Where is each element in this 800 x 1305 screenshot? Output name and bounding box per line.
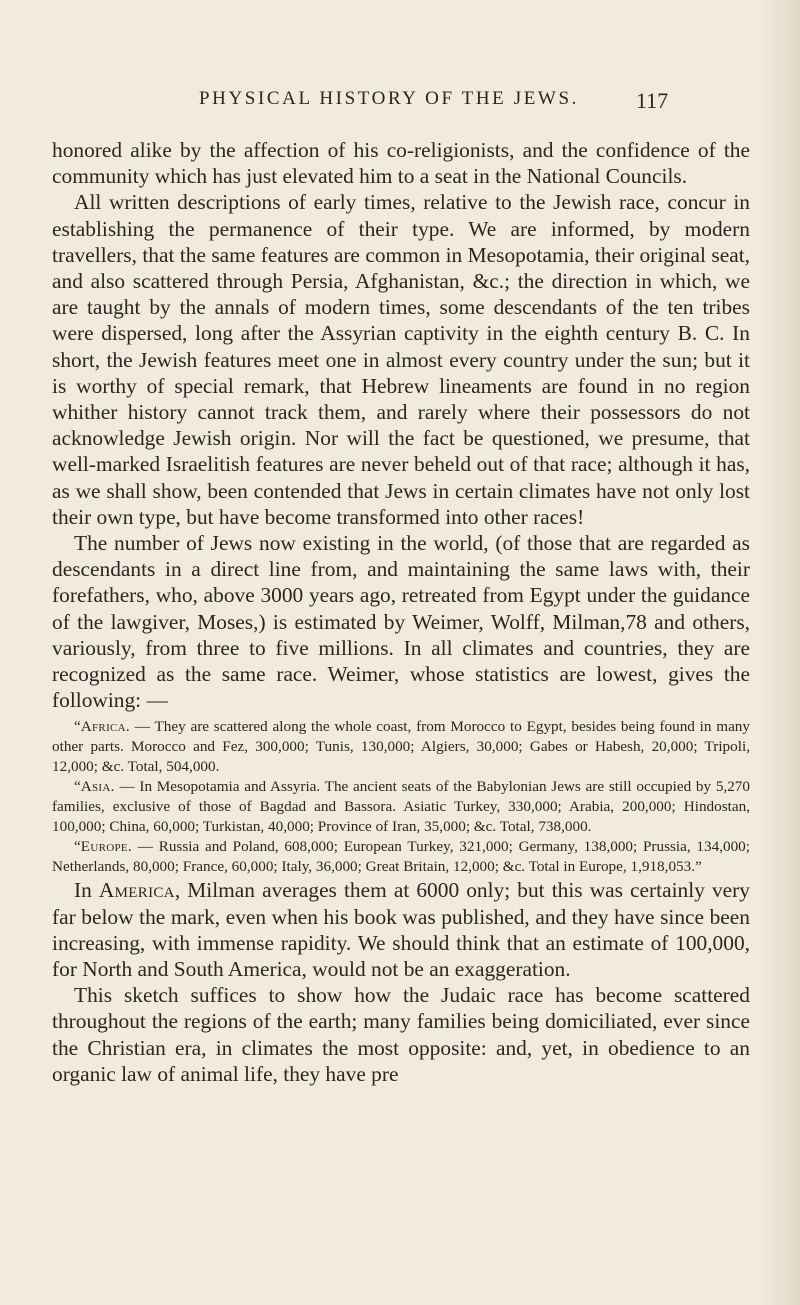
paragraph-sketch: This sketch suffices to show how the Judaic race has become scattered throughout the regions of the earth; many families being domiciliated, ever since the Christian era, in climates the most opposite: and, yet, in obedience to an organic law of animal life, they have pre <box>52 983 750 1086</box>
paragraph-population: The number of Jews now existing in the world, (of those that are regarded as descendants in a direct line from, and maintaining the same laws with, their forefathers, who, above 3000 years ago, retreated from Egypt under the guidance of the lawgiver, Moses,) is estimated by Weimer, Wolff, Milman,78 and others, variously, from three to five millions. In all climates and countries, they are recognized as the same race. Weimer, whose statistics are lowest, gives the following: — <box>52 531 750 713</box>
note-europe-heading: Europe. <box>80 838 132 856</box>
note-europe <box>52 837 750 877</box>
paragraph-permanence: All written descriptions of early times, relative to the Jewish race, concur in establishing the permanence of their type. We are informed, by modern travellers, that the same features are common in Mesopotamia, their original seat, and also scattered through Persia, Afghanistan, &c.; the direction in which, we are taught by the annals of modern times, some descendants of the ten tribes were dispersed, long after the Assyrian captivity in the eighth century B. C. In short, the Jewish features meet one in almost every country under the sun; but it is worthy of special remark, that Hebrew lineaments are found in no region whither history cannot track them, and rarely where their possessors do not acknowledge Jewish origin. Nor will the fact be questioned, we presume, that well-marked Israelitish features are never beheld out of that race; although it has, as we shall show, been contended that Jews in certain climates have not only lost their own type, but have become transformed into other races! <box>52 190 750 529</box>
paragraph-america <box>52 877 750 982</box>
note-asia-heading: Asia. <box>80 778 115 796</box>
running-head: PHYSICAL HISTORY OF THE JEWS. <box>199 88 579 109</box>
page-header <box>0 88 800 118</box>
note-europe-text: — Russia and Poland, 608,000; European Turkey, 321,000; Germany, 138,000; Prussia, 134,000; Netherlands, 80,000; France, 60,000; Italy, 36,000; Great Britain, 12,000; &c. Total in Europe, 1,918,053.” <box>52 838 750 876</box>
note-asia-open-quote: “ <box>74 778 81 796</box>
note-africa-heading: Africa. <box>80 718 131 736</box>
page-edge-shading <box>760 0 800 1305</box>
note-europe-open-quote: “ <box>74 838 81 856</box>
note-africa-text: — They are scattered along the whole coast, from Morocco to Egypt, besides being found in many other parts. Morocco and Fez, 300,000; Tunis, 130,000; Algiers, 30,000; Gabes or Habesh, 20,000; Tripoli, 12,000; &c. Total, 504,000. <box>52 718 750 776</box>
note-asia <box>52 777 750 837</box>
note-africa-open-quote: “ <box>74 718 81 736</box>
paragraph-america-text: , Milman averages them at 6000 only; but this was certainly very far below the mark, even when his book was published, and they have since been increasing, with immense rapidity. We should think that an estimate of 100,000, for North and South America, would not be an exaggeration. <box>52 878 750 982</box>
page-number: 117 <box>636 88 669 113</box>
paragraph-america-keyword: America <box>98 878 175 903</box>
statistics-quotation <box>52 717 750 877</box>
page-body <box>52 137 750 1087</box>
paragraph-continued: honored alike by the affection of his co-religionists, and the confidence of the community which has just elevated him to a seat in the National Councils. <box>52 138 750 189</box>
note-africa <box>52 717 750 777</box>
note-asia-text: — In Mesopotamia and Assyria. The ancient seats of the Babylonian Jews are still occupied by 5,270 families, exclusive of those of Bagdad and Bassora. Asiatic Turkey, 330,000; Arabia, 200,000; Hindostan, 100,000; China, 60,000; Turkistan, 40,000; Province of Iran, 35,000; &c. Total, 738,000. <box>52 778 750 836</box>
paragraph-america-lead: In <box>74 878 92 903</box>
